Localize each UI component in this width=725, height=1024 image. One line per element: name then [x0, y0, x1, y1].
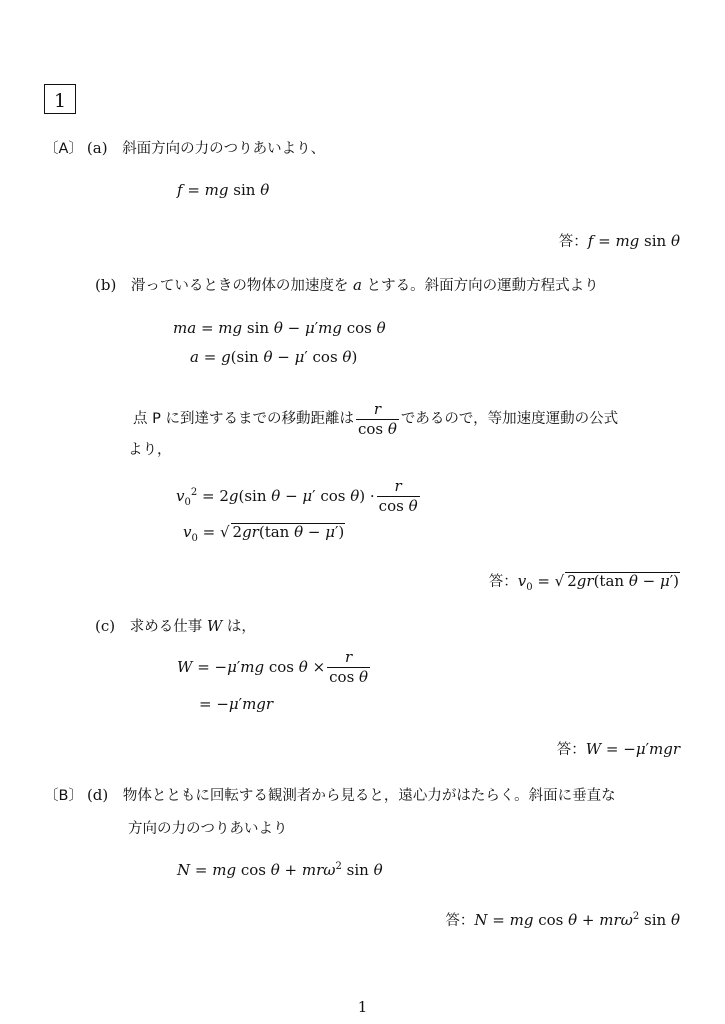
answer-d-label: 答： [445, 913, 475, 929]
equation-c-1: W = −μ′mg cos θ × $\frac{r}{\text{cos θ}}$ [177, 648, 369, 686]
item-d-line2: 方向の力のつりあいより [128, 821, 288, 837]
item-a-label: (a) [86, 139, 108, 157]
equation-b-2: a = g(sin θ − μ′ cos θ) [190, 348, 358, 366]
fraction-r-over-cos-2: $\frac{r}{\text{cos θ}}$ [378, 477, 418, 515]
answer-c-label: 答： [556, 742, 586, 758]
answer-d: 答：N = mg cos θ + mrω$^2$ sin θ [445, 911, 680, 929]
fraction-r-over-cos-3: $\frac{r}{\text{cos θ}}$ [329, 648, 369, 686]
part-a-heading [44, 141, 325, 157]
item-a-text: 斜面方向の力のつりあいより、 [122, 141, 326, 157]
answer-c: 答：W = −μ′mgr [556, 740, 680, 758]
answer-b: 答：$v_0$ = √ 2gr(tan θ − μ′) [488, 572, 679, 593]
item-b-para2-line2: より， [128, 442, 172, 458]
page-number: 1 [357, 998, 368, 1016]
problem-number-box [44, 84, 76, 114]
part-b-label: 〔B〕 [44, 788, 83, 804]
equation-d: N = mg cos θ + mrω$^2$ sin θ [177, 861, 383, 879]
equation-a: f = mg sin θ [177, 181, 270, 199]
problem-number: 1 [53, 90, 67, 112]
item-d-line1: 物体とともに回転する観測者から見ると，遠心力がはたらく。斜面に垂直な [122, 788, 616, 804]
item-b-text-before: 滑っているときの物体の加速度を [130, 278, 349, 294]
item-b-para2 [133, 402, 618, 437]
equation-b-3: $v_0^2 = 2g(\sin$ θ − μ′ cos θ) · $\frac{r}{\text{cos θ}}$ [176, 477, 418, 515]
item-b-para2-before: 点 P に到達するまでの移動距離は [133, 411, 354, 428]
item-d-label: (d) [86, 786, 109, 804]
item-b-var: a [353, 276, 362, 294]
answer-b-label: 答： [488, 574, 518, 590]
item-b-text-after: とする。斜面方向の運動方程式より [366, 278, 599, 294]
answer-a-label: 答： [558, 234, 588, 250]
item-c-text-after: は， [226, 619, 256, 635]
item-b-para2-after: であるので，等加速度運動の公式 [400, 411, 619, 428]
part-b-heading [44, 788, 616, 804]
equation-b-4: $v_0$ = √ 2gr(tan θ − μ′) [183, 523, 345, 544]
item-c-text-before: 求める仕事 [129, 619, 203, 635]
fraction-r-over-cos: $\frac{r}{\text{cos θ}}$ [357, 400, 397, 438]
answer-a: 答：f = mg sin θ [558, 232, 680, 250]
equation-c-2: = −μ′mgr [199, 695, 274, 713]
part-a-label: 〔A〕 [44, 141, 83, 157]
item-c-var: W [206, 617, 223, 635]
item-c-heading [95, 619, 256, 635]
item-b-heading [95, 278, 599, 294]
item-b-label: (b) [95, 276, 117, 294]
equation-b-1: ma = mg sin θ − μ′mg cos θ [173, 319, 386, 337]
item-c-label: (c) [95, 617, 116, 635]
